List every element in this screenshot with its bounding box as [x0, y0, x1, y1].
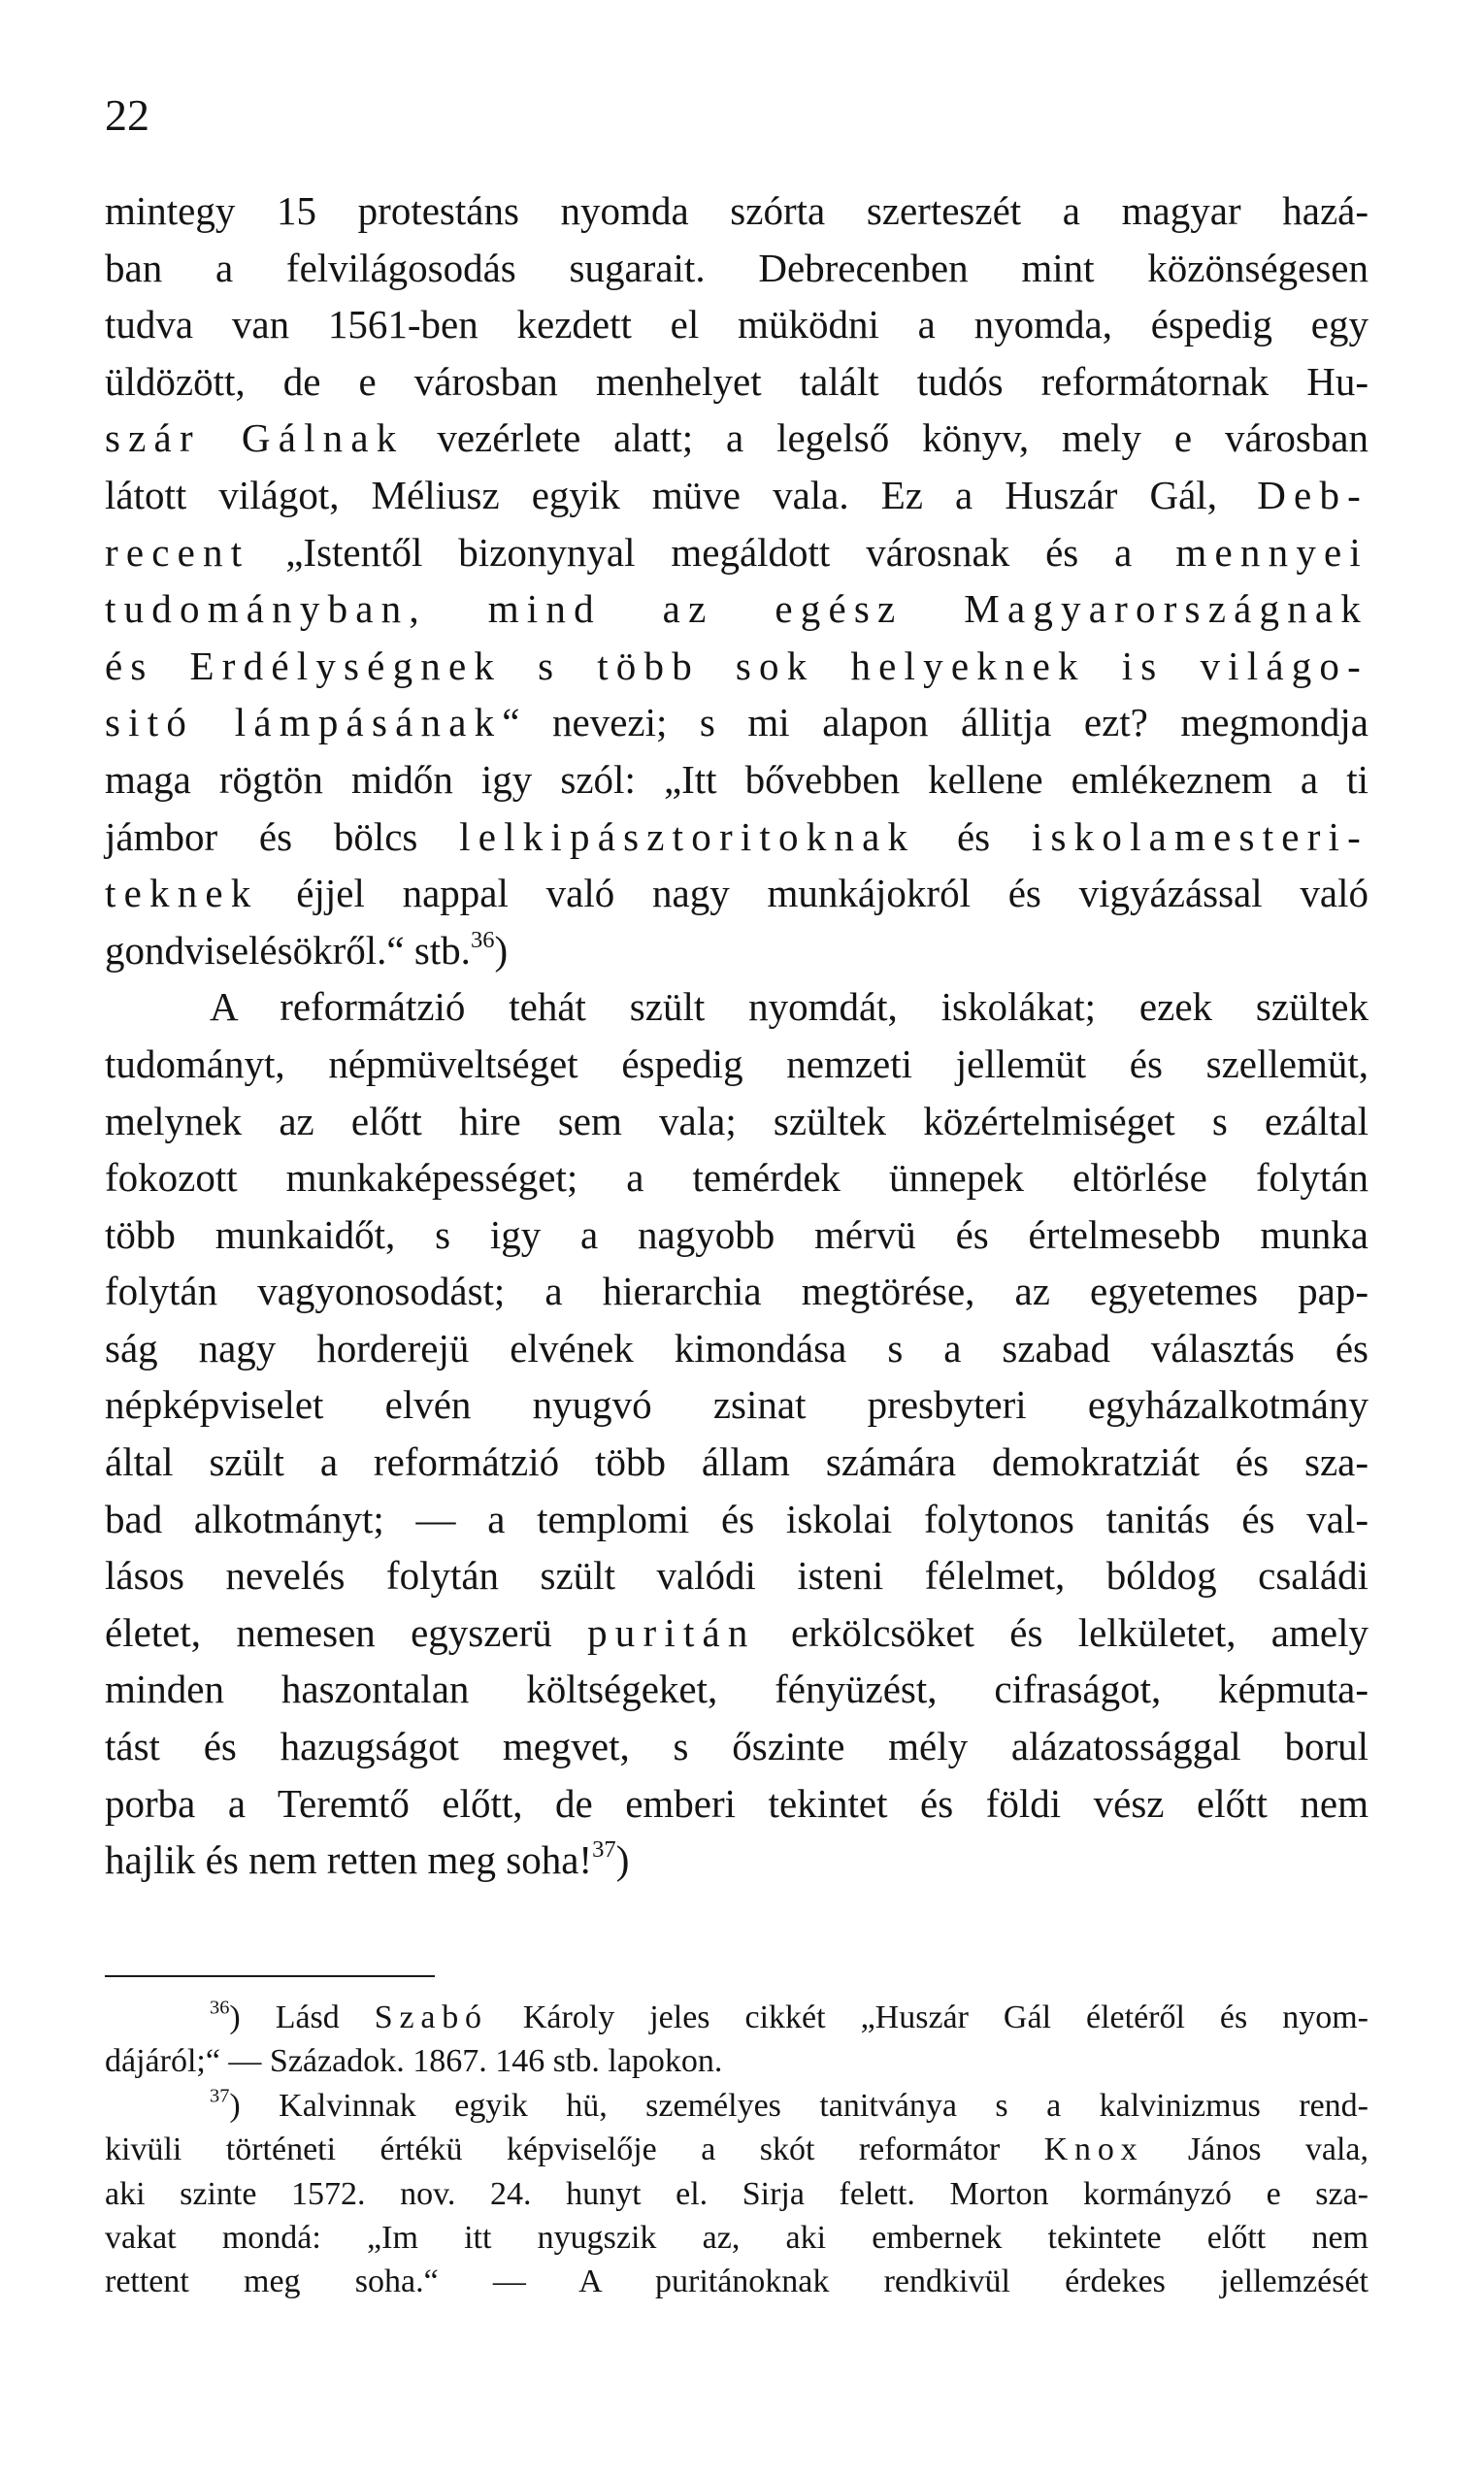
- text-line: és Erdélységnek s több sok helyeknek is világo-: [105, 643, 1369, 688]
- footnote-ref: 37: [592, 1836, 616, 1863]
- text-line: [105, 1604, 1369, 1662]
- text-line: porba a Teremtő előtt, de emberi tekintet és földi vész előtt nem: [105, 1780, 1369, 1826]
- text-segment: éjjel nappal való nagy munkájokról és vigyázással való: [258, 871, 1369, 916]
- text-line: fokozott munkaképességet; a temérdek ünnepek eltörlése folytán: [105, 1155, 1369, 1201]
- text-line: lásos nevelés folytán szült valódi isteni félelmet, bóldog családi: [105, 1553, 1369, 1599]
- text-line: tudva van 1561-ben kezdett el müködni a nyomda, éspedig egy: [105, 302, 1369, 347]
- text-line: [105, 865, 1369, 922]
- text-line: [105, 467, 1369, 524]
- text-line: minden haszontalan költségeket, fényüzést, cifraságot, képmuta-: [105, 1667, 1369, 1712]
- text-line: folytán vagyonosodást; a hierarchia megtörése, az egyetemes pap-: [105, 1269, 1369, 1314]
- text-segment: kivüli történeti értékü képviselője a skót reformátor: [105, 2131, 1001, 2168]
- text-line: [105, 694, 1369, 751]
- text-segment: „Istentől bizonynyal megáldott városnak és a: [249, 529, 1133, 575]
- text-line: tást és hazugságot megvet, s őszinte mély alázatossággal borul: [105, 1724, 1369, 1769]
- text-segment: látott világot, Méliusz egyik müve vala. Ez a Huszár Gál,: [105, 472, 1217, 517]
- text-segment: vezérlete alatt; a legelső könyv, mely e városban: [404, 415, 1369, 461]
- text-segment: ) Lásd: [229, 1999, 375, 2035]
- text-line: üldözött, de e városban menhelyet talált tudós reformátornak Hu-: [105, 358, 1369, 404]
- spaced-name: szár Gálnak: [105, 415, 405, 461]
- text-line: ság nagy horderejü elvének kimondása s a szabad választás és: [105, 1325, 1369, 1371]
- text-line: ban a felvilágosodás sugarait. Debrecenben mint közönségesen: [105, 245, 1369, 290]
- text-line: tudományban, mind az egész Magyarországnak: [105, 586, 1369, 632]
- footnote-line: vakat mondá: „Im itt nyugszik az, aki embernek tekintete előtt nem: [105, 2219, 1369, 2256]
- text-line: A reformátzió tehát szült nyomdát, iskolákat; ezek szültek: [210, 984, 1369, 1030]
- footnote-ref: 36: [470, 926, 495, 953]
- spaced-word: recent: [105, 529, 250, 575]
- text-segment: hajlik és nem retten meg soha!: [105, 1837, 593, 1883]
- text-segment: ): [494, 927, 509, 973]
- spaced-word: puritán: [587, 1609, 756, 1655]
- main-text: [105, 182, 1369, 1889]
- footnote-line: dájáról;“ — Századok. 1867. 146 stb. lapokon.: [105, 2043, 723, 2080]
- page-number: 22: [105, 90, 149, 140]
- text-segment: ): [615, 1837, 630, 1883]
- spaced-word: mennyei: [1132, 529, 1369, 575]
- text-line: bad alkotmányt; — a templomi és iskolai folytonos tanitás és val-: [105, 1496, 1369, 1541]
- text-line: által szült a reformátzió több állam számára demokratziát és sza-: [105, 1439, 1369, 1485]
- footnote-line: [105, 2084, 1369, 2128]
- spaced-name: Deb-: [1216, 472, 1369, 517]
- footnotes: [105, 1996, 1369, 2304]
- footnote-number: 37: [210, 2085, 230, 2107]
- text-line: [105, 410, 1369, 467]
- spaced-name: Knox: [1043, 2131, 1144, 2168]
- footnote-line: aki szinte 1572. nov. 24. hunyt el. Sirja felett. Morton kormányzó e sza-: [105, 2175, 1369, 2212]
- text-segment: életet, nemesen egyszerü: [105, 1609, 588, 1655]
- footnote-line: [105, 2128, 1369, 2171]
- footnote-number: 36: [210, 1997, 230, 2019]
- spaced-name: Szabó: [374, 1999, 488, 2035]
- spaced-word: lelkipásztoritoknak: [459, 813, 916, 859]
- spaced-word: teknek: [105, 871, 259, 916]
- text-line: népképviselet elvén nyugvó zsinat presbyteri egyházalkotmány: [105, 1382, 1369, 1428]
- text-segment: erkölcsöket és lelkületet, amely: [755, 1609, 1369, 1655]
- text-line: mintegy 15 protestáns nyomda szórta szerteszét a magyar hazá-: [105, 188, 1369, 233]
- text-line: maga rögtön midőn igy szól: „Itt bővebben kellene emlékeznem a ti: [105, 756, 1369, 802]
- text-line: [105, 524, 1369, 581]
- footnote-line: rettent meg soha.“ — A puritánoknak rendkivül érdekes jellemzését: [105, 2263, 1369, 2300]
- text-segment: János vala,: [1143, 2131, 1369, 2168]
- text-segment: “ nevezi; s mi alapon állitja ezt? megmondja: [502, 700, 1369, 745]
- spaced-word: sitó lámpásának: [105, 700, 503, 745]
- text-segment: és: [915, 813, 1032, 859]
- text-line: [105, 809, 1369, 866]
- text-segment: Károly jeles cikkét „Huszár Gál életéről és nyom-: [487, 1999, 1369, 2035]
- text-line: [105, 1832, 1369, 1889]
- text-line: több munkaidőt, s igy a nagyobb mérvü és értelmesebb munka: [105, 1211, 1369, 1257]
- footnote-divider: [105, 1975, 435, 1977]
- text-line: [105, 922, 1369, 979]
- text-segment: jámbor és bölcs: [105, 813, 460, 859]
- text-segment: ) Kalvinnak egyik hü, személyes tanitványa s a kalvinizmus rend-: [229, 2087, 1369, 2124]
- spaced-word: iskolamesteri-: [1031, 813, 1369, 859]
- text-line: tudományt, népmüveltséget éspedig nemzeti jellemüt és szellemüt,: [105, 1041, 1369, 1086]
- footnote-line: [105, 1996, 1369, 2039]
- text-segment: gondviselésökről.“ stb.: [105, 927, 471, 973]
- text-line: melynek az előtt hire sem vala; szültek közértelmiséget s ezáltal: [105, 1098, 1369, 1143]
